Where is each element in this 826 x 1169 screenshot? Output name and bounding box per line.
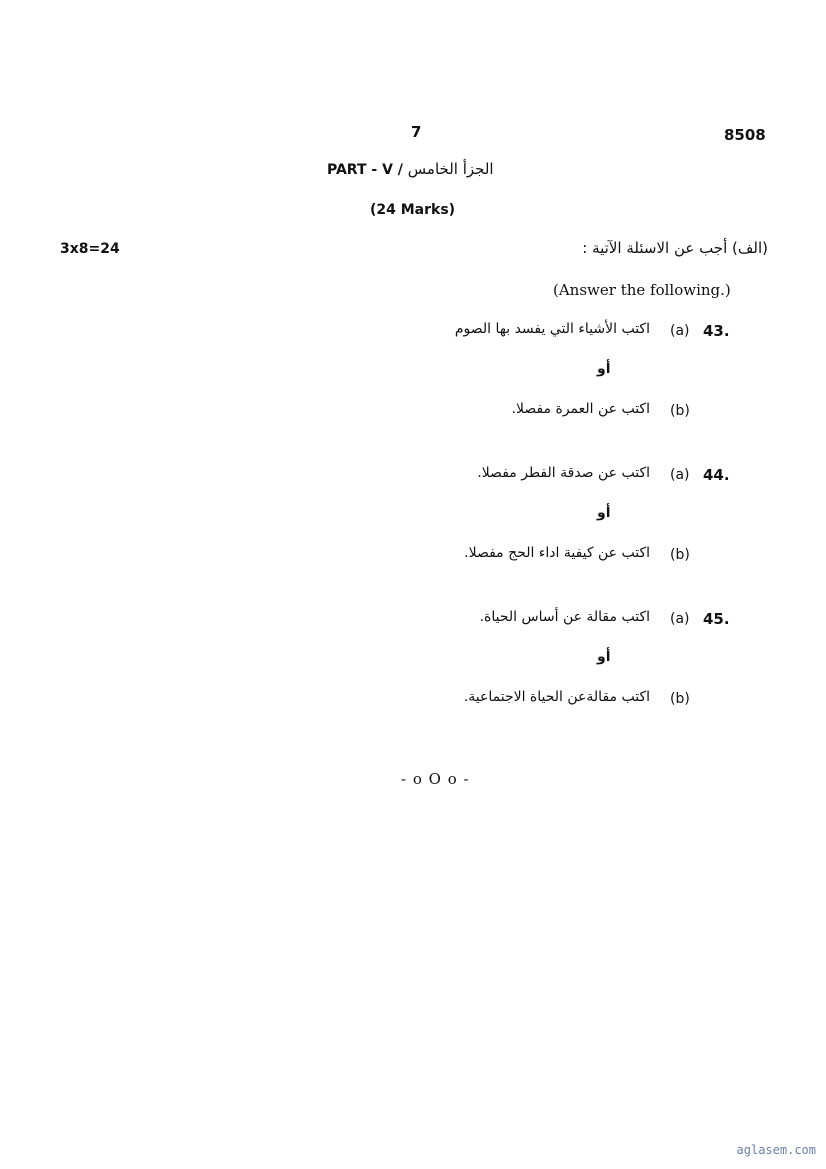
or-separator: أو xyxy=(597,361,611,377)
option-label: (a) xyxy=(670,323,690,339)
part-arabic-title: الجزأ الخامس xyxy=(407,160,494,178)
question-text: اكتب عن صدقة الفطر مفصلا. xyxy=(477,465,650,481)
option-label: (a) xyxy=(670,611,690,627)
question-number: 43. xyxy=(703,322,730,340)
part-heading xyxy=(327,160,494,178)
question-text: اكتب الأشياء التي يفسد بها الصوم xyxy=(454,321,650,337)
paper-code: 8508 xyxy=(724,126,766,144)
part-label: PART - V / xyxy=(327,162,403,178)
or-separator: أو xyxy=(597,649,611,665)
question-text: اكتب عن العمرة مفصلا. xyxy=(511,401,650,417)
option-label: (b) xyxy=(670,691,690,707)
question-number: 45. xyxy=(703,610,730,628)
page-number: 7 xyxy=(411,123,422,141)
arabic-instruction: (الف) أجب عن الاسئلة الآتية : xyxy=(582,239,768,257)
option-label: (a) xyxy=(670,467,690,483)
part-marks: (24 Marks) xyxy=(370,202,456,218)
question-text: اكتب مقالة عن أساس الحياة. xyxy=(479,609,650,625)
option-label: (b) xyxy=(670,403,690,419)
english-instruction: (Answer the following.) xyxy=(553,281,731,299)
end-of-paper-mark: - o O o - xyxy=(401,770,470,788)
watermark: aglasem.com xyxy=(736,1143,816,1157)
or-separator: أو xyxy=(597,505,611,521)
question-number: 44. xyxy=(703,466,730,484)
question-text: اكتب عن كيفية اداء الحج مفصلا. xyxy=(464,545,650,561)
marks-formula: 3x8=24 xyxy=(60,241,120,257)
question-text: اكتب مقالةعن الحياة الاجتماعية. xyxy=(463,689,650,705)
option-label: (b) xyxy=(670,547,690,563)
